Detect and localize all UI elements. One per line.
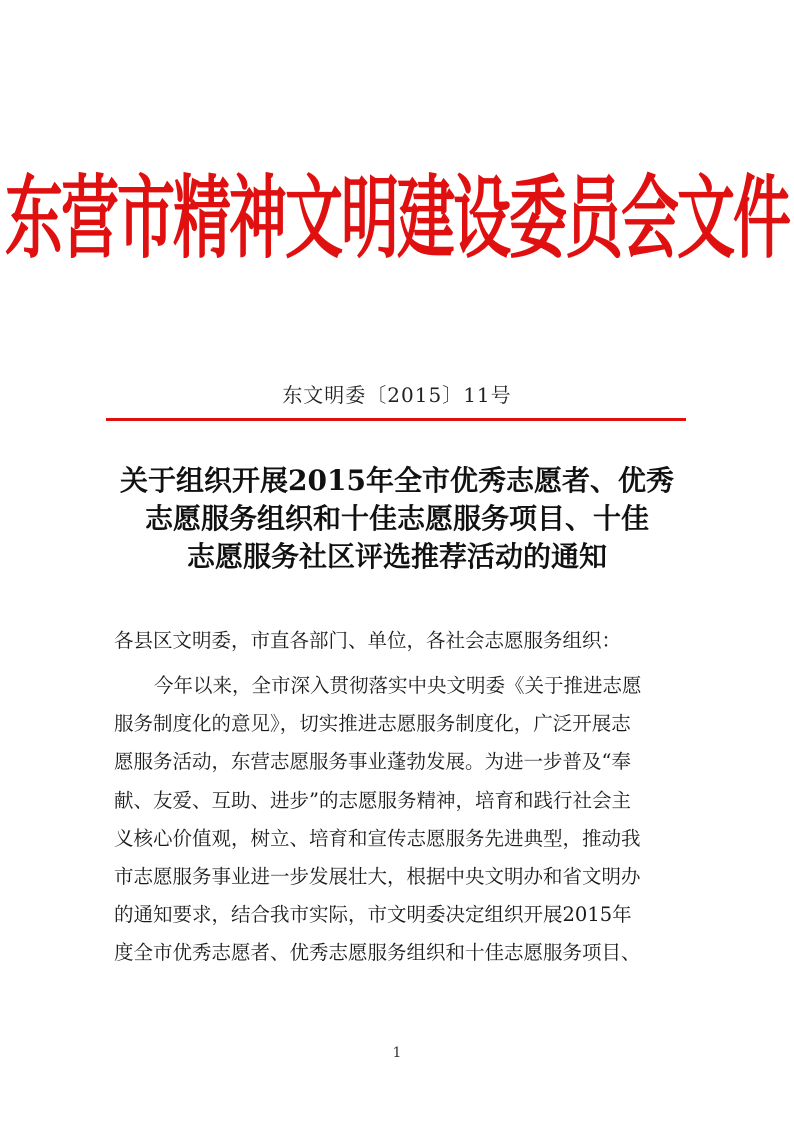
body-line: 度全市优秀志愿者、优秀志愿服务组织和十佳志愿服务项目、 [114, 941, 641, 965]
body-line: 今年以来，全市深入贯彻落实中央文明委《关于推进志愿 [154, 674, 642, 697]
masthead-title: 东营市精神文明建设委员会文件 [4, 165, 789, 271]
body-line: 义核心价值观，树立、培育和宣传志愿服务先进典型，推动我 [114, 826, 641, 850]
notice-title [90, 462, 704, 576]
page-number: 1 [392, 1045, 402, 1061]
body-line: 献、友爱、互助、进步”的志愿服务精神，培育和践行社会主 [114, 788, 631, 812]
body-line: 服务制度化的意见》，切实推进志愿服务制度化，广泛开展志 [114, 712, 631, 736]
body-line: 的通知要求，结合我市实际，市文明委决定组织开展2015年 [114, 903, 632, 927]
body-line: 市志愿服务事业进一步发展壮大，根据中央文明办和省文明办 [114, 864, 641, 888]
title-line: 志愿服务组织和十佳志愿服务项目、十佳 [144, 502, 649, 535]
document-number: 东文明委〔2015〕11号 [282, 383, 512, 407]
salutation: 各县区文明委，市直各部门、单位，各社会志愿服务组织： [114, 629, 622, 652]
body-line: 愿服务活动，东营志愿服务事业蓬勃发展。为进一步普及“奉 [114, 750, 631, 774]
title-line: 志愿服务社区评选推荐活动的通知 [186, 540, 607, 573]
red-separator-line [106, 418, 686, 421]
title-line: 关于组织开展2015年全市优秀志愿者、优秀 [120, 464, 674, 497]
body-paragraph [114, 667, 684, 973]
